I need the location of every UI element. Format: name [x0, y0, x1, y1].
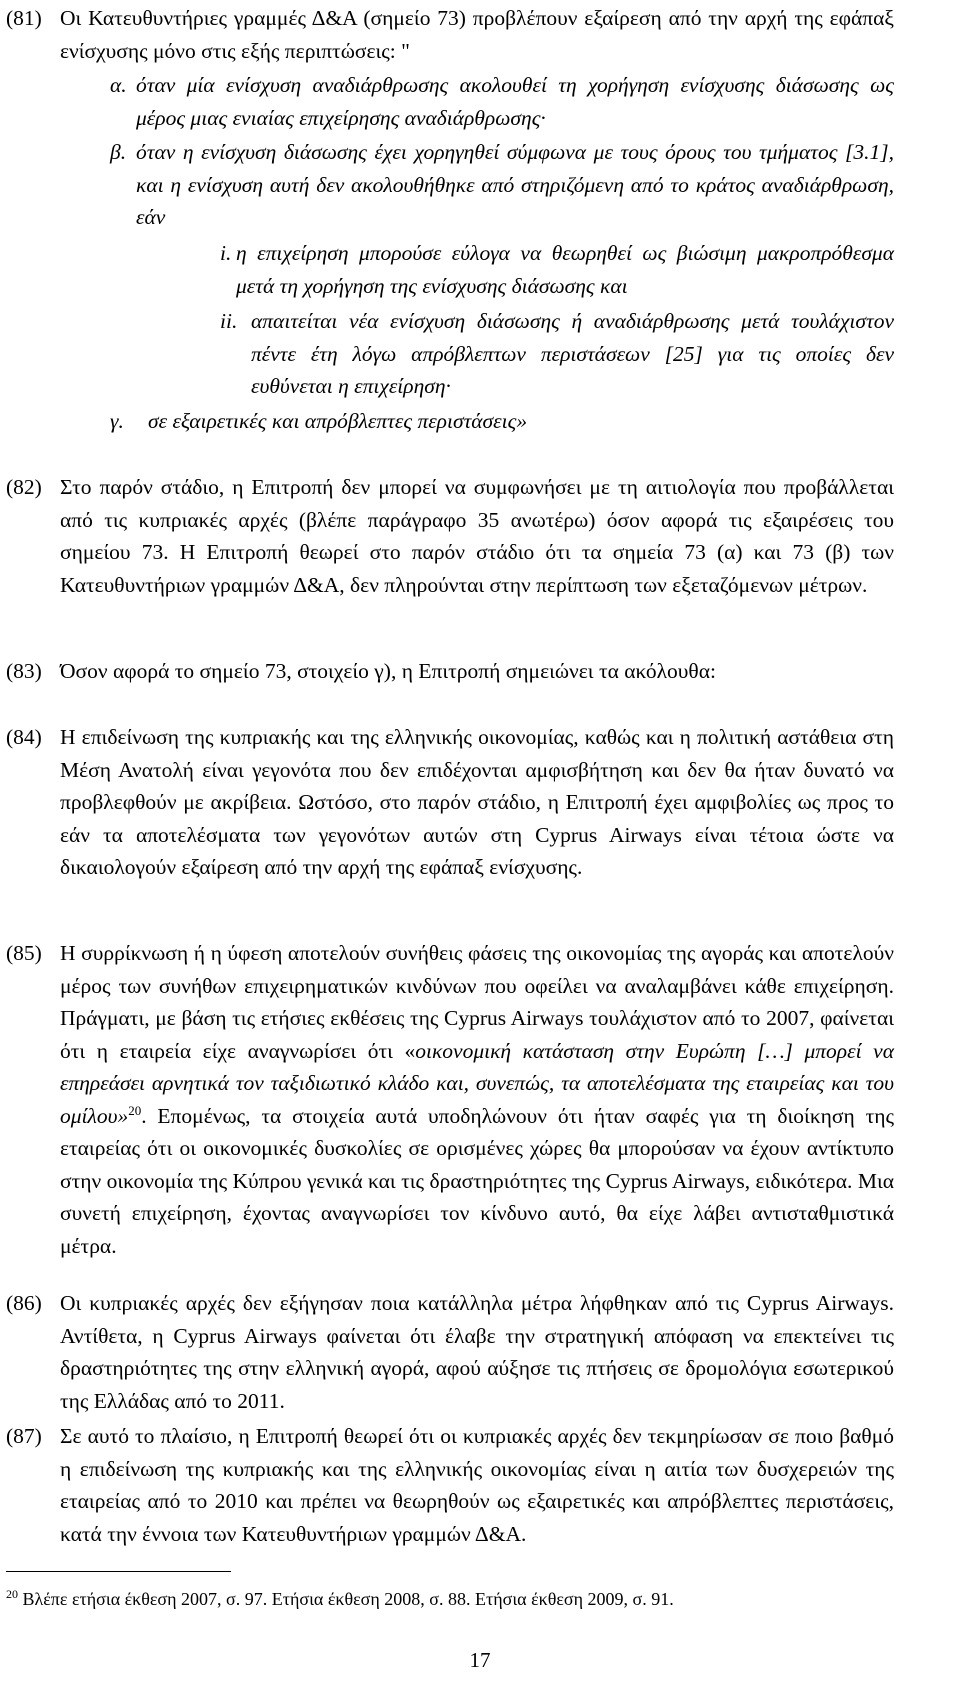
paragraph-number: (84) [6, 725, 42, 749]
list-text: όταν μία ενίσχυση αναδιάρθρωσης ακολουθεί τη χορήγηση ενίσχυσης διάσωσης ως μέρος μιας ενιαίας επιχείρησης αναδιάρθρωσης· [136, 73, 894, 130]
list-text: όταν η ενίσχυση διάσωσης έχει χορηγηθεί σύμφωνα με τους όρους του τμήματος [3.1], και η ενίσχυση αυτή δεν ακολουθήθηκε από στηριζόμενη από το κράτος αναδιάρθρωση, εάν [136, 140, 894, 229]
paragraph-86 [6, 1287, 894, 1417]
paragraph-83 [6, 655, 894, 688]
footnote-separator [6, 1571, 231, 1572]
paragraph-text-part1: Η συρρίκνωση ή η ύφεση αποτελούν συνήθεις φάσεις της οικονομίας της αγοράς και αποτελούν μέρος των συνήθων επιχειρηματικών κινδύνων που οφείλει να αναλαμβάνει κάθε επιχείρηση. Πράγματι, με βάση τις ετήσιες εκθέσεις της Cyprus Airways τουλάχιστον από το 2007, φαίνεται ότι η εταιρεία είχε αναγνωρίσει ότι « [60, 941, 894, 1063]
paragraph-number: (86) [6, 1291, 42, 1315]
page-number: 17 [469, 1648, 491, 1672]
list-text: απαιτείται νέα ενίσχυση διάσωσης ή αναδιάρθρωσης μετά τουλάχιστον πέντε έτη λόγω απρόβλεπτων περιστάσεων [25] για τις οποίες δεν ευθύνεται η επιχείρηση· [251, 309, 894, 398]
paragraph-87 [6, 1420, 894, 1550]
list-label: β. [110, 140, 127, 164]
footnote-reference[interactable]: 20 [128, 1102, 142, 1118]
paragraph-text: Οι Κατευθυντήριες γραμμές Δ&Α (σημείο 73) προβλέπουν εξαίρεση από την αρχή της εφάπαξ ενίσχυσης μόνο στις εξής περιπτώσεις: " [60, 6, 894, 63]
paragraph-text: Σε αυτό το πλαίσιο, η Επιτροπή θεωρεί ότι οι κυπριακές αρχές δεν τεκμηρίωσαν σε ποιο βαθμό η επιδείνωση της κυπριακής και της ελληνικής οικονομίας είναι η αιτία των δυσχερειών της εταιρείας από το 2010 και πρέπει να θεωρηθούν ως εξαιρετικές και απρόβλεπτες περιστάσεις, κατά την έννοια των Κατευθυντήριων γραμμών Δ&Α. [60, 1424, 894, 1546]
list-label: γ. [110, 409, 124, 433]
paragraph-number: (82) [6, 475, 42, 499]
paragraph-number: (83) [6, 659, 42, 683]
list-label: i. [220, 241, 232, 265]
paragraph-number: (85) [6, 941, 42, 965]
footnote-text: Βλέπε ετήσια έκθεση 2007, σ. 97. Ετήσια έκθεση 2008, σ. 88. Ετήσια έκθεση 2009, σ. 91. [22, 1589, 674, 1609]
paragraph-text: Η επιδείνωση της κυπριακής και της ελληνικής οικονομίας, καθώς και η πολιτική αστάθεια στη Μέση Ανατολή είναι γεγονότα που δεν επιδέχονται αμφισβήτηση και δεν θα ήταν δυνατό να προβλεφθούν με ακρίβεια. Ωστόσο, στο παρόν στάδιο, η Επιτροπή έχει αμφιβολίες ως προς το εάν τα αποτελέσματα των γεγονότων αυτών στη Cyprus Airways είναι τέτοια ώστε να δικαιολογούν εξαίρεση από την αρχή της εφάπαξ ενίσχυσης. [60, 725, 894, 879]
list-item-a [110, 69, 894, 134]
paragraph-85 [6, 937, 894, 1262]
list-item-ii [220, 305, 894, 403]
paragraph-number: (81) [6, 6, 42, 30]
list-item-b [110, 136, 894, 234]
footnote [6, 1587, 674, 1611]
list-label: α. [110, 73, 127, 97]
paragraph-text: Οι κυπριακές αρχές δεν εξήγησαν ποια κατάλληλα μέτρα λήφθηκαν από τις Cyprus Airways. Αντίθετα, η Cyprus Airways φαίνεται ότι έλαβε την στρατηγική απόφαση να επεκτείνει τις δραστηριότητες της στην ελληνική αγορά, αφού αύξησε τις πτήσεις σε δρομολόγια εσωτερικού της Ελλάδας από το 2011. [60, 1291, 894, 1413]
paragraph-81 [6, 2, 894, 67]
paragraph-text: Στο παρόν στάδιο, η Επιτροπή δεν μπορεί να συμφωνήσει με τη αιτιολογία που προβάλλεται από τις κυπριακές αρχές (βλέπε παράγραφο 35 ανωτέρω) όσον αφορά τις εξαιρέσεις του σημείου 73. Η Επιτροπή θεωρεί στο παρόν στάδιο ότι τα σημεία 73 (α) και 73 (β) των Κατευθυντήριων γραμμών Δ&Α, δεν πληρούνται στην περίπτωση των εξεταζόμενων μέτρων. [60, 475, 894, 597]
paragraph-number: (87) [6, 1424, 42, 1448]
paragraph-text-part2: . Επομένως, τα στοιχεία αυτά υποδηλώνουν ότι ήταν σαφές για τη διοίκηση της εταιρείας ότι οι οικονομικές δυσκολίες σε ορισμένες χώρες θα μπορούσαν να έχουν αντίκτυπο στην οικονομία της Κύπρου γενικά και τις δραστηριότητες της Cyprus Airways, ειδικότερα. Μια συνετή επιχείρηση, έχοντας αναγνωρίσει τον κίνδυνο αυτό, θα είχε λάβει αντισταθμιστικά μέτρα. [60, 1103, 894, 1258]
footnote-number: 20 [6, 1587, 18, 1601]
list-text: σε εξαιρετικές και απρόβλεπτες περιστάσεις» [148, 409, 528, 433]
annual-report-quote: οικονομική κατάσταση στην Ευρώπη […] μπορεί να επηρεάσει αρνητικά τον ταξιδιωτικό κλάδο και, συνεπώς, τα αποτελέσματα της εταιρείας και του ομίλου» [60, 1038, 894, 1128]
paragraph-text: Όσον αφορά το σημείο 73, στοιχείο γ), η Επιτροπή σημειώνει τα ακόλουθα: [60, 659, 716, 683]
list-label: ii. [220, 309, 238, 333]
list-item-c [110, 405, 894, 438]
paragraph-84 [6, 721, 894, 884]
list-item-i [220, 237, 894, 302]
paragraph-82 [6, 471, 894, 601]
list-text: η επιχείρηση μπορούσε εύλογα να θεωρηθεί ως βιώσιμη μακροπρόθεσμα μετά τη χορήγηση της ενίσχυσης διάσωσης και [236, 241, 894, 298]
paragraph-text [60, 937, 894, 1262]
